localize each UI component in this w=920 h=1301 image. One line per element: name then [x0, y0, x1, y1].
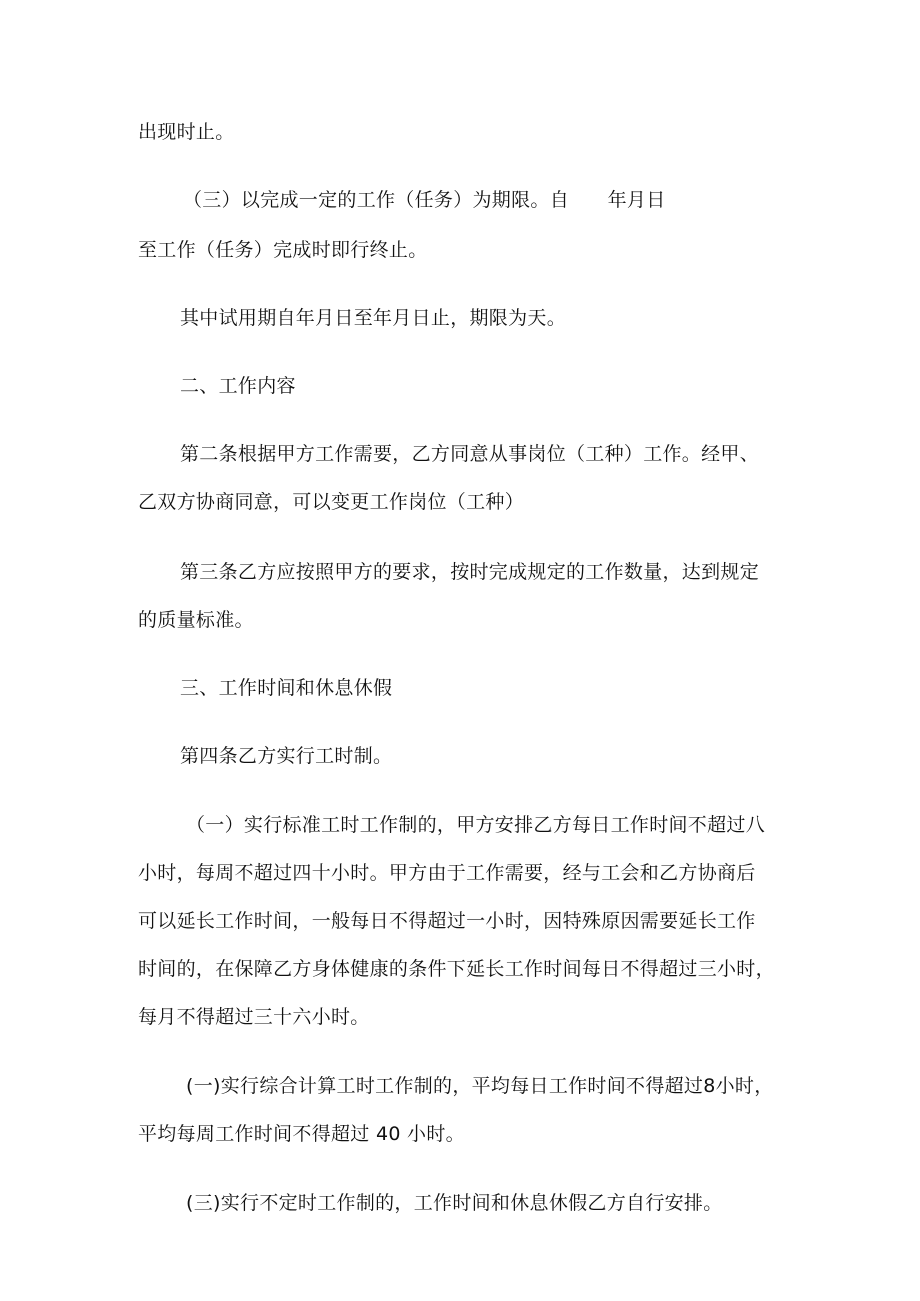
text-line-comprehensive-hours: (一)实行综合计算工时工作制的，平均每日工作时间不得超过8小时， [186, 1075, 774, 1097]
text-line-task-term: （三）以完成一定的工作（任务）为期限。自 年月日 [183, 189, 666, 211]
section-heading-work-hours: 三、工作时间和休息休假 [180, 677, 393, 699]
section-heading-work-content: 二、工作内容 [180, 375, 296, 397]
text-line-probation: 其中试用期自年月日至年月日止，期限为天。 [180, 307, 567, 329]
text-line-article-3-cont: 的质量标准。 [138, 609, 254, 631]
text-line-contract-term-end: 出现时止。 [138, 121, 235, 143]
text-line-standard-hours-cont-1: 小时，每周不超过四十小时。甲方由于工作需要，经与工会和乙方协商后 [138, 862, 756, 884]
text-line-standard-hours: （一）实行标准工时工作制的，甲方安排乙方每日工作时间不超过八 [186, 814, 766, 836]
text-line-article-2: 第二条根据甲方工作需要，乙方同意从事岗位（工种）工作。经甲、 [180, 443, 760, 465]
text-line-article-3: 第三条乙方应按照甲方的要求，按时完成规定的工作数量，达到规定 [180, 561, 760, 583]
text-line-comprehensive-hours-cont: 平均每周工作时间不得超过 40 小时。 [138, 1123, 465, 1145]
text-line-article-2-cont: 乙双方协商同意，可以变更工作岗位（工种） [138, 491, 525, 513]
text-line-task-term-cont: 至工作（任务）完成时即行终止。 [138, 239, 428, 261]
text-line-standard-hours-cont-3: 时间的，在保障乙方身体健康的条件下延长工作时间每日不得超过三小时， [138, 958, 775, 980]
text-line-article-4: 第四条乙方实行工时制。 [180, 745, 393, 767]
text-line-flexible-hours: (三)实行不定时工作制的，工作时间和休息休假乙方自行安排。 [186, 1192, 723, 1214]
text-line-standard-hours-cont-4: 每月不得超过三十六小时。 [138, 1006, 370, 1028]
text-line-standard-hours-cont-2: 可以延长工作时间，一般每日不得超过一小时，因特殊原因需要延长工作 [138, 910, 756, 932]
